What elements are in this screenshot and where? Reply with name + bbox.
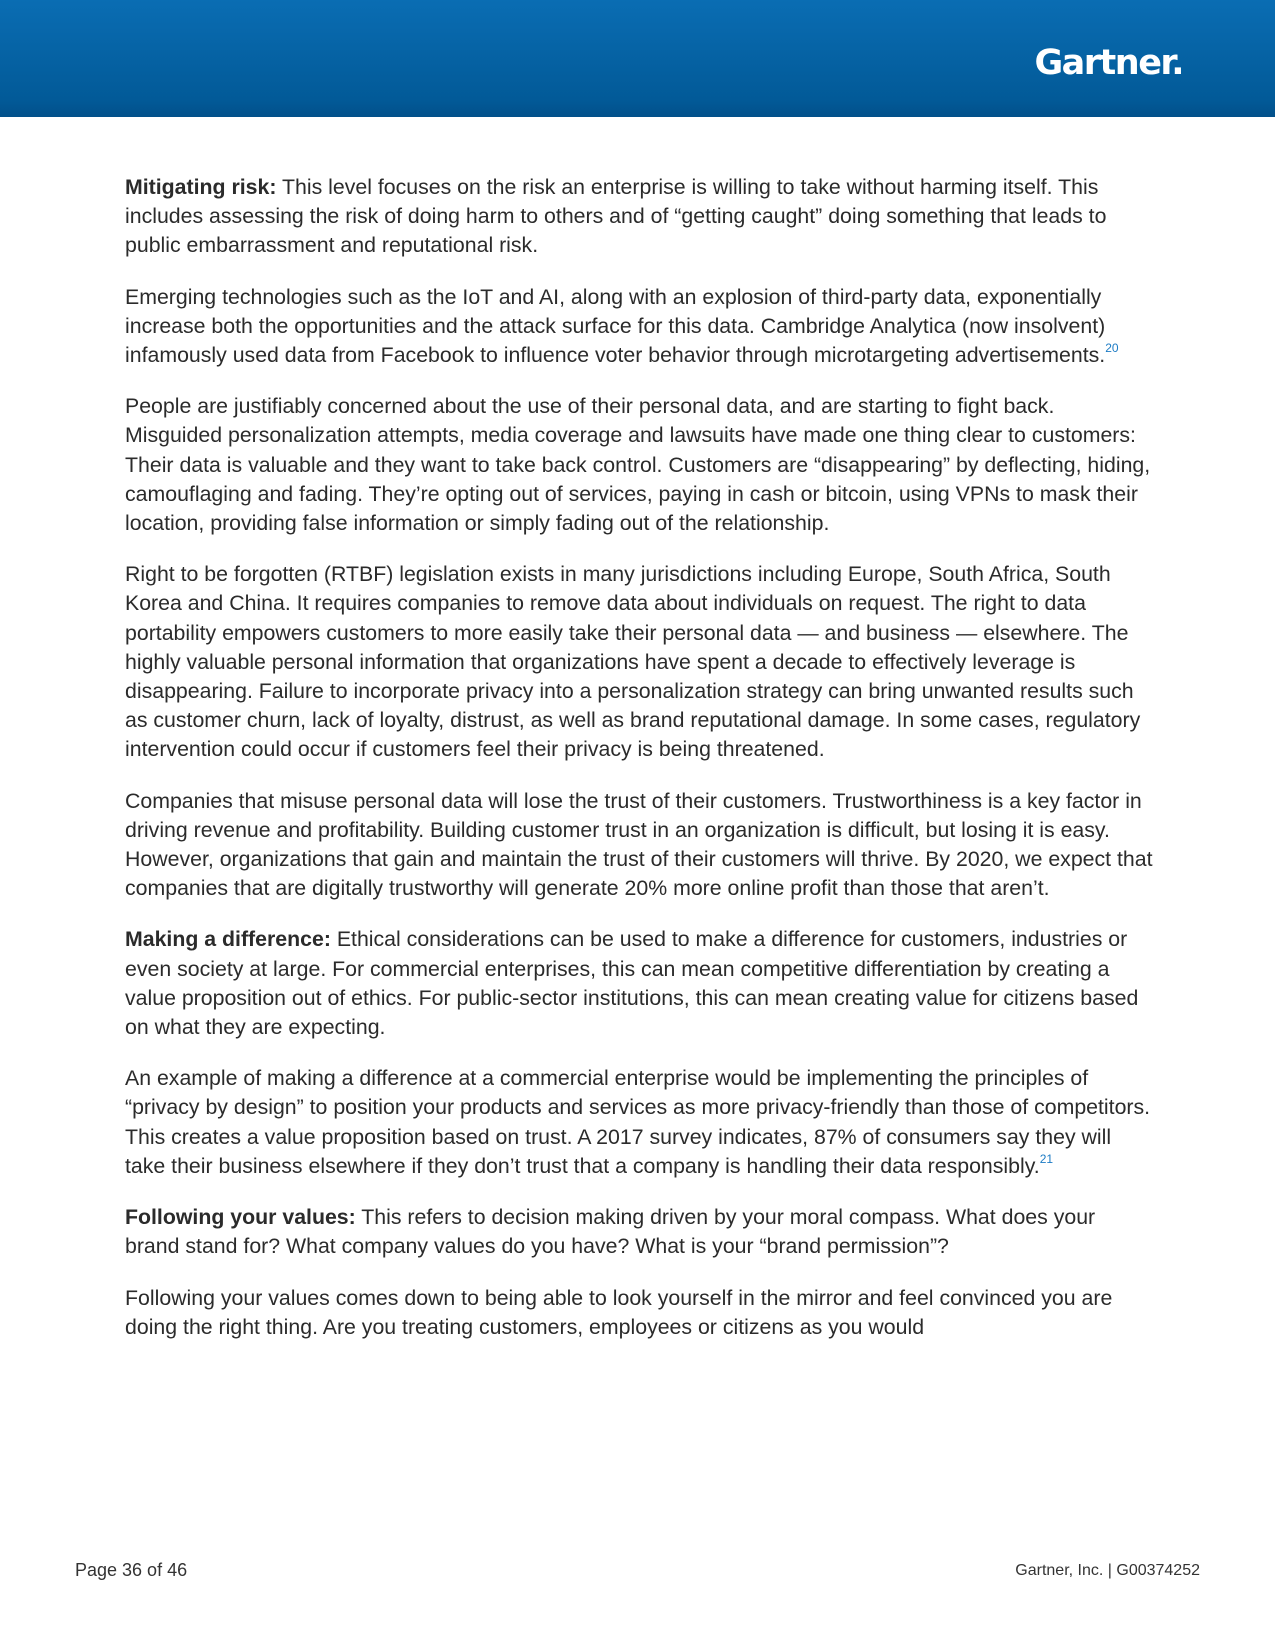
paragraph-text: People are justifiably concerned about the use of their personal data, and are starting to fight back. Misguided personalization attempts, media coverage and lawsuits have made one thing clear to customers: Their data is valuable and they want to take back control. Customers are “disappearing” by deflecting, hiding, camouflaging and fading. They’re opting out of services, paying in cash or bitcoin, using VPNs to mask their location, providing false information or simply fading out of the relationship. [125, 394, 1151, 536]
paragraph-text: This level focuses on the risk an enterprise is willing to take without harming itself. This includes assessing the risk of doing harm to others and of “getting caught” doing something that leads to public embarrassment and reputational risk. [125, 175, 1107, 258]
body-content [125, 173, 1155, 1364]
gartner-logo: Gartner. [1034, 43, 1183, 83]
paragraph-personal-data-concerns [125, 392, 1155, 538]
paragraph-lead: Mitigating risk: [125, 175, 277, 199]
paragraph-text: Following your values comes down to being able to look yourself in the mirror and feel convinced you are doing the right thing. Are you treating customers, employees or citizens as you would [125, 1285, 1113, 1339]
document-id: Gartner, Inc. | G00374252 [1015, 1562, 1200, 1579]
paragraph-text: Emerging technologies such as the IoT and AI, along with an explosion of third-party data, exponentially increase both the opportunities and the attack surface for this data. Cambridge Analytica (now insolvent) infamously used data from Facebook to influence voter behavior through microtargeting advertisements. [125, 284, 1106, 368]
paragraph-lead: Making a difference: [125, 927, 331, 952]
paragraph-text: An example of making a difference at a commercial enterprise would be implementing the principles of “privacy by design” to position your products and services as more privacy-friendly than those of competitors. This creates a value proposition based on trust. A 2017 survey indicates, 87% of consumers say they will take their business elsewhere if they don’t trust that a company is handling their data responsibly. [125, 1066, 1151, 1178]
page-number: Page 36 of 46 [75, 1560, 188, 1580]
paragraph-text: Ethical considerations can be used to make a difference for customers, industries or even society at large. For commercial enterprises, this can mean competitive differentiation by creating a value proposition out of ethics. For public-sector institutions, this can mean creating value for citizens based on what they are expecting. [125, 927, 1139, 1040]
paragraph-right-to-be-forgotten [125, 560, 1155, 764]
paragraph-text: Companies that misuse personal data will lose the trust of their customers. Trustworthiness is a key factor in driving revenue and profitability. Building customer trust in an organization is difficult, but losing it is easy. However, organizations that gain and maintain the trust of their customers will thrive. By 2020, we expect that companies that are digitally trustworthy will generate 20% more online profit than those that aren’t. [125, 788, 1153, 901]
paragraph-mirror [125, 1284, 1155, 1342]
paragraph-text: Right to be forgotten (RTBF) legislation exists in many jurisdictions including Europe, South Africa, South Korea and China. It requires companies to remove data about individuals on request. The right to data portability empowers customers to more easily take their personal data — and business — elsewhere. The highly valuable personal information that organizations have spent a decade to effectively leverage is disappearing. Failure to incorporate privacy into a personalization strategy can bring unwanted results such as customer churn, lack of loyalty, distrust, as well as brand reputational damage. In some cases, regulatory intervention could occur if customers feel their privacy is being threatened. [125, 562, 1141, 762]
footnote-link[interactable]: 21 [1039, 1151, 1054, 1166]
paragraph-emerging-technologies [125, 283, 1155, 371]
page-header [0, 0, 1275, 117]
paragraph-mitigating-risk [125, 173, 1155, 261]
paragraph-text: This refers to decision making driven by your moral compass. What does your brand stand for? What company values do you have? What is your “brand permission”? [125, 1205, 1096, 1259]
paragraph-making-a-difference [125, 925, 1155, 1042]
paragraph-trustworthiness [125, 787, 1155, 904]
footnote-link[interactable]: 20 [1105, 341, 1119, 356]
paragraph-lead: Following your values: [125, 1205, 356, 1230]
paragraph-privacy-by-design [125, 1064, 1155, 1181]
paragraph-following-your-values [125, 1203, 1155, 1261]
